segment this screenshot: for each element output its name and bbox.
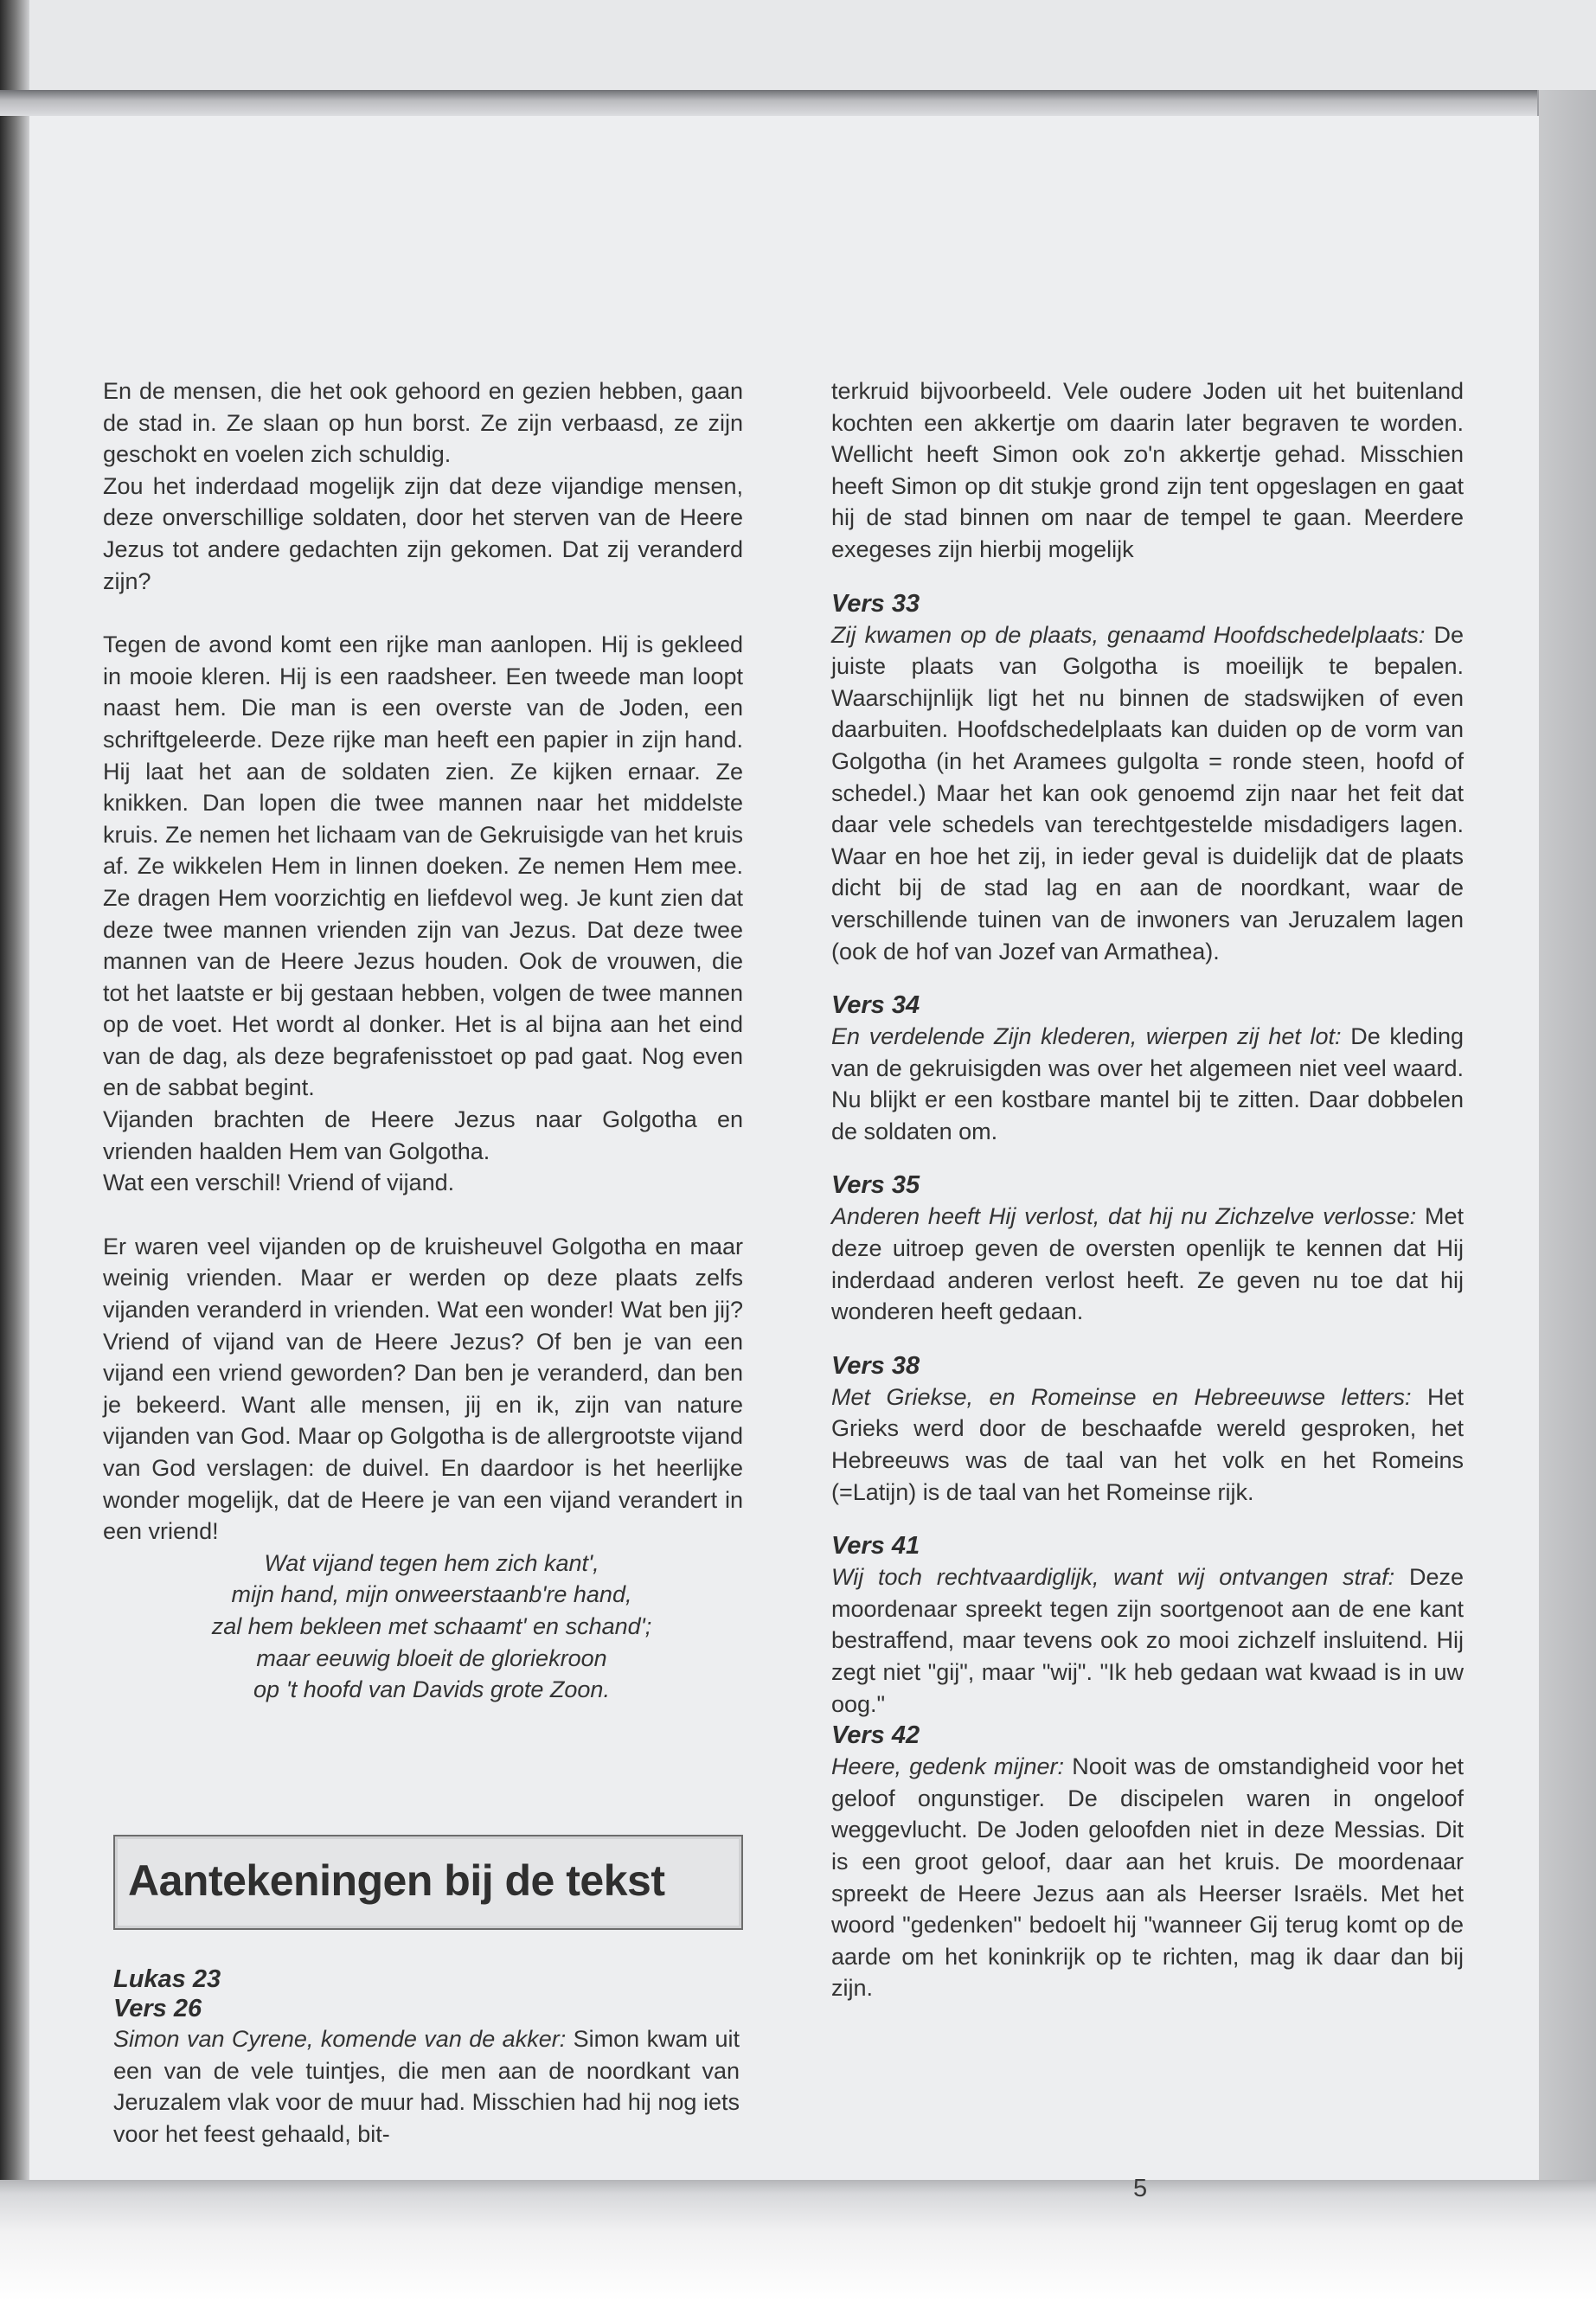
- book-reference: Lukas 23: [113, 1965, 221, 1993]
- notes-left: [113, 1965, 740, 2150]
- paragraph: Zou het inderdaad mogelijk zijn dat deze vijandige mensen, deze onverschillige soldaten, door het sterven van de Heere Jezus tot andere gedachten zijn gekomen. Dat zij veranderd zijn?: [103, 472, 743, 594]
- poem-line: maar eeuwig bloeit de gloriekroon: [256, 1644, 607, 1671]
- verse-comment: Nooit was de omstandigheid voor het geloof ongunstiger. De discipelen waren in ongeloof weggevlucht. De Joden geloofden niet in deze Messias. Dit is een groot geloof, daar aan het kruis. De moordenaar spreekt de Heere Jezus aan als Heerser Israëls. Met het woord "gedenken" bedoelt hij "wanneer Gij terug komt op de aarde om het koninkrijk op te richten, mag ik daar dan bij zijn.: [831, 1753, 1465, 2002]
- paragraph: Er waren veel vijanden op de kruisheuvel Golgotha en maar weinig vrienden. Maar er werden op deze plaats zelfs vijanden veranderd in vrienden. Wat een wonder! Wat ben jij? Vriend of vijand van de Heere Jezus? Of ben je van een vijand een vriend geworden? Dan ben je veranderd, dan ben je bekeerd. Want alle mensen, jij en ik, zijn van nature vijanden van God. Maar op Golgotha is de allergrootste vijand van God verslagen: de duivel. En daardoor is het heerlijke wonder mogelijk, dat de Heere je van een vijand verandert in een vriend!: [103, 1233, 743, 1545]
- notes-heading-box: [113, 1835, 743, 1930]
- poem-stanza: [138, 1548, 726, 1706]
- left-column: [103, 375, 743, 1706]
- verse-lemma: Simon van Cyrene, komende van de akker:: [113, 2026, 567, 2052]
- verse-note: [831, 1381, 1464, 1508]
- right-column: [831, 375, 1464, 2004]
- notes-heading: Aantekeningen bij de tekst: [128, 1856, 665, 1905]
- book-cover-right-edge: [1537, 90, 1596, 2235]
- verse-label: Vers 35: [831, 1171, 920, 1200]
- verse-note: [831, 1021, 1464, 1147]
- poem-line: zal hem bekleen met schaamt' en schand';: [211, 1612, 652, 1639]
- paragraph: Vijanden brachten de Heere Jezus naar Golgotha en vrienden haalden Hem van Golgotha.: [103, 1106, 743, 1164]
- verse-label: Vers 41: [831, 1532, 920, 1561]
- verse-comment: Simon kwam uit een van de vele tuintjes, die men aan de noordkant van Jeruzalem vlak voor de muur had. Misschien had hij nog iets voor het feest gehaald, bit-: [113, 2026, 740, 2147]
- paragraph: Tegen de avond komt een rijke man aanlopen. Hij is gekleed in mooie kleren. Hij is een raadsheer. Een tweede man loopt naast hem. Die man is een overste van de Joden, een schriftgeleerde. Deze rijke man heeft een papier in zijn hand. Hij laat het aan de soldaten zien. Ze kijken ernaar. Ze knikken. Dan lopen die twee mannen naar het middelste kruis. Ze nemen het lichaam van de Gekruisigde van het kruis af. Ze wikkelen Hem in linnen doeken. Ze nemen Hem mee. Ze dragen Hem voorzichtig en liefdevol weg. Je kunt zien dat deze twee mannen vrienden zijn van Jezus. Dat deze twee mannen van de Heere Jezus houden. Ook de vrouwen, die tot het laatste er bij gestaan hebben, volgen de twee mannen op de voet. Het wordt al donker. Het is al bijna aan het eind van de dag, als deze begrafenisstoet op pad gaat. Nog even en de sabbat begint.: [103, 631, 743, 1101]
- verse-note: [113, 2023, 740, 2150]
- paragraph: En de mensen, die het ook gehoord en gezien hebben, gaan de stad in. Ze slaan op hun borst. Ze zijn verbaasd, ze zijn geschokt en voelen zich schuldig.: [103, 378, 743, 468]
- verse-comment: Het Grieks werd door de beschaafde wereld gesproken, het Hebreeuws was de taal van het volk en het Romeins (=Latijn) is de taal van het Romeinse rijk.: [831, 1383, 1464, 1505]
- verse-label: Vers 42: [831, 1721, 920, 1750]
- verse-label: Vers 34: [831, 991, 920, 1020]
- page-number: 5: [1133, 2175, 1148, 2202]
- verse-lemma: Anderen heeft Hij verlost, dat hij nu Zichzelve verlosse:: [831, 1203, 1417, 1230]
- verse-label: Vers 26: [113, 1995, 202, 2022]
- verse-comment: De kleding van de gekruisigden was over het algemeen niet veel waard. Nu blijkt er een kostbare mantel bij te zitten. Daar dobbelen de soldaten om.: [831, 1023, 1464, 1144]
- verse-lemma: En verdelende Zijn klederen, wierpen zij het lot:: [831, 1023, 1342, 1050]
- poem-line: Wat vijand tegen hem zich kant',: [264, 1549, 599, 1576]
- page-sheet: [29, 116, 1539, 2202]
- verse-comment: Deze moordenaar spreekt tegen zijn soortgenoot aan de ene kant bestraffend, maar tevens ook zo mooi zichzelf insluitend. Hij zegt niet "gij", maar "wij". "Ik heb gedaan wat kwaad is in uw oog.": [831, 1564, 1464, 1717]
- verse-note: [831, 1201, 1464, 1327]
- verse-note-continued: terkruid bijvoorbeeld. Vele oudere Joden uit het buitenland kochten een akkertje om daarin later begraven te worden. Wellicht heeft Simon ook zo'n akkertje gehad. Misschien heeft Simon op dit stukje grond zijn tent opgeslagen en gaat hij de stad binnen om naar de tempel te gaan. Meerdere exegeses zijn hierbij mogelijk: [831, 378, 1464, 562]
- verse-note: [831, 1561, 1464, 1720]
- verse-label: Vers 33: [831, 589, 920, 618]
- book-binding-shadow: [0, 0, 29, 2301]
- book-cover-bottom-edge: [0, 2180, 1596, 2301]
- verse-lemma: Wij toch rechtvaardiglijk, want wij ontvangen straf:: [831, 1564, 1395, 1591]
- paragraph: Wat een verschil! Vriend of vijand.: [103, 1170, 455, 1196]
- verse-label: Vers 38: [831, 1351, 920, 1380]
- verse-note: [831, 1751, 1464, 2004]
- poem-line: mijn hand, mijn onweerstaanb're hand,: [231, 1581, 632, 1608]
- verse-note: [831, 619, 1464, 968]
- verse-comment: Met deze uitroep geven de oversten openlijk te kennen dat Hij inderdaad anderen verlost heeft. Ze geven nu toe dat hij wonderen heeft gedaan.: [831, 1203, 1465, 1325]
- verse-lemma: Met Griekse, en Romeinse en Hebreeuwse letters:: [831, 1383, 1412, 1410]
- verse-lemma: Heere, gedenk mijner:: [831, 1753, 1065, 1780]
- verse-comment: De juiste plaats van Golgotha is moeilijk te bepalen. Waarschijnlijk ligt het nu binnen de stadswijken of even daarbuiten. Hoofdschedelplaats kan duiden op de vorm van Golgotha (in het Aramees gulgolta = ronde steen, hoofd of schedel.) Maar het kan ook genoemd zijn naar het feit dat daar vele schedels van terechtgestelde misdadigers lagen. Waar en hoe het zij, in ieder geval is duidelijk dat de plaats dicht bij de stad lag en aan de noordkant, waar de verschillende tuinen van de inwoners van Jeruzalem lagen (ook de hof van Jozef van Armathea).: [831, 621, 1464, 965]
- verse-lemma: Zij kwamen op de plaats, genaamd Hoofdschedelplaats:: [831, 621, 1426, 648]
- scan-top-edge: [0, 90, 1596, 116]
- poem-line: op 't hoofd van Davids grote Zoon.: [253, 1676, 610, 1703]
